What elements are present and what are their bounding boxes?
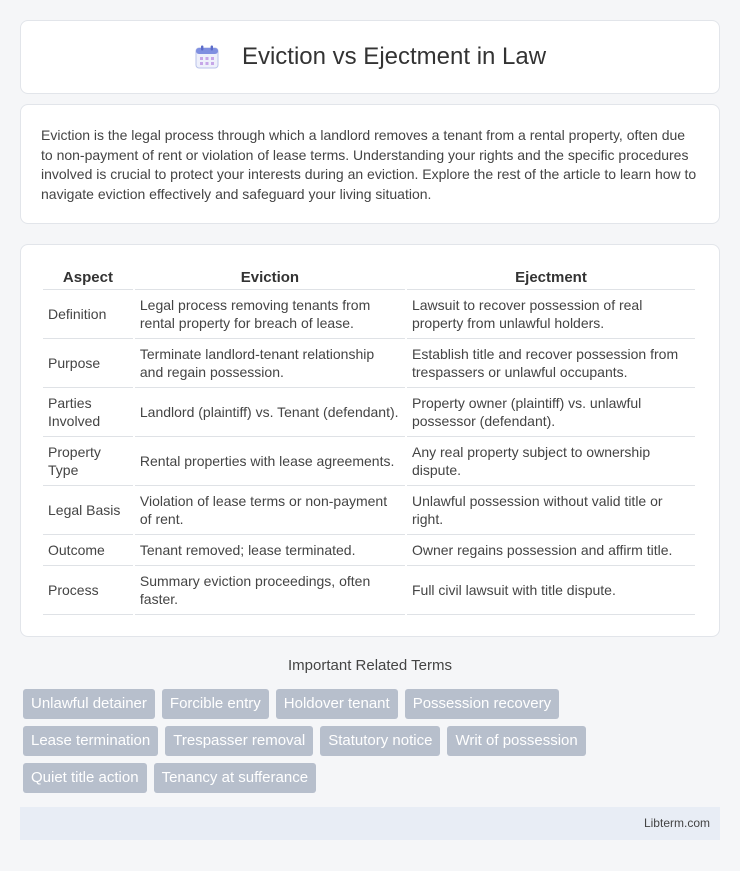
eviction-cell: Violation of lease terms or non-payment of rent. — [135, 486, 405, 535]
tag-row — [23, 689, 723, 719]
aspect-cell: Process — [43, 566, 133, 615]
aspect-cell: Legal Basis — [43, 486, 133, 535]
ejectment-cell: Full civil lawsuit with title dispute. — [407, 566, 695, 615]
aspect-cell: Outcome — [43, 535, 133, 566]
footer-site[interactable]: Libterm.com — [643, 816, 710, 830]
term-tag[interactable]: Tenancy at sufferance — [154, 763, 316, 793]
related-terms-title: Important Related Terms — [288, 657, 452, 674]
ejectment-cell: Lawsuit to recover possession of real property from unlawful holders. — [407, 290, 695, 339]
aspect-cell: Definition — [43, 290, 133, 339]
eviction-cell: Summary eviction proceedings, often faster. — [135, 566, 405, 615]
term-tag[interactable]: Lease termination — [23, 726, 158, 756]
table-header-row — [43, 266, 695, 290]
term-tag[interactable]: Statutory notice — [320, 726, 440, 756]
table-row — [43, 290, 695, 339]
term-tag[interactable]: Unlawful detainer — [23, 689, 155, 719]
term-tag[interactable]: Possession recovery — [405, 689, 559, 719]
term-tag[interactable]: Trespasser removal — [165, 726, 313, 756]
term-tag[interactable]: Writ of possession — [447, 726, 585, 756]
ejectment-cell: Establish title and recover possession from trespassers or unlawful occupants. — [407, 339, 695, 388]
header-card — [20, 20, 720, 94]
ejectment-cell: Any real property subject to ownership dispute. — [407, 437, 695, 486]
footer — [20, 807, 720, 840]
header-aspect: Aspect — [43, 266, 133, 290]
eviction-cell: Landlord (plaintiff) vs. Tenant (defendant). — [135, 388, 405, 437]
ejectment-cell: Owner regains possession and affirm title. — [407, 535, 695, 566]
term-tag[interactable]: Forcible entry — [162, 689, 269, 719]
eviction-cell: Legal process removing tenants from rental property for breach of lease. — [135, 290, 405, 339]
table-row — [43, 339, 695, 388]
ejectment-cell: Property owner (plaintiff) vs. unlawful possessor (defendant). — [407, 388, 695, 437]
page-title: Eviction vs Ejectment in Law — [241, 43, 547, 70]
eviction-cell: Rental properties with lease agreements. — [135, 437, 405, 486]
term-tag[interactable]: Holdover tenant — [276, 689, 398, 719]
eviction-cell: Tenant removed; lease terminated. — [135, 535, 405, 566]
tag-row — [23, 726, 723, 756]
table-row — [43, 437, 695, 486]
table-row — [43, 388, 695, 437]
aspect-cell: Property Type — [43, 437, 133, 486]
term-tag[interactable]: Quiet title action — [23, 763, 147, 793]
eviction-cell: Terminate landlord-tenant relationship and regain possession. — [135, 339, 405, 388]
comparison-table — [41, 266, 697, 615]
related-terms — [23, 689, 723, 800]
table-row — [43, 535, 695, 566]
calendar-icon — [194, 44, 220, 70]
header-ejectment: Ejectment — [407, 266, 695, 290]
intro-text: Eviction is the legal process through which a landlord removes a tenant from a rental property, often due to non-payment of rent or violation of lease terms. Understanding your rights and the specific procedures involved is crucial to protect your interests during an eviction. Explore the rest of the article to learn how to navigate eviction effectively and safeguard your living situation. — [41, 127, 697, 202]
aspect-cell: Parties Involved — [43, 388, 133, 437]
aspect-cell: Purpose — [43, 339, 133, 388]
comparison-card — [20, 244, 720, 637]
header-eviction: Eviction — [135, 266, 405, 290]
table-row — [43, 486, 695, 535]
intro-card — [20, 104, 720, 224]
table-row — [43, 566, 695, 615]
ejectment-cell: Unlawful possession without valid title or right. — [407, 486, 695, 535]
tag-row — [23, 763, 723, 793]
